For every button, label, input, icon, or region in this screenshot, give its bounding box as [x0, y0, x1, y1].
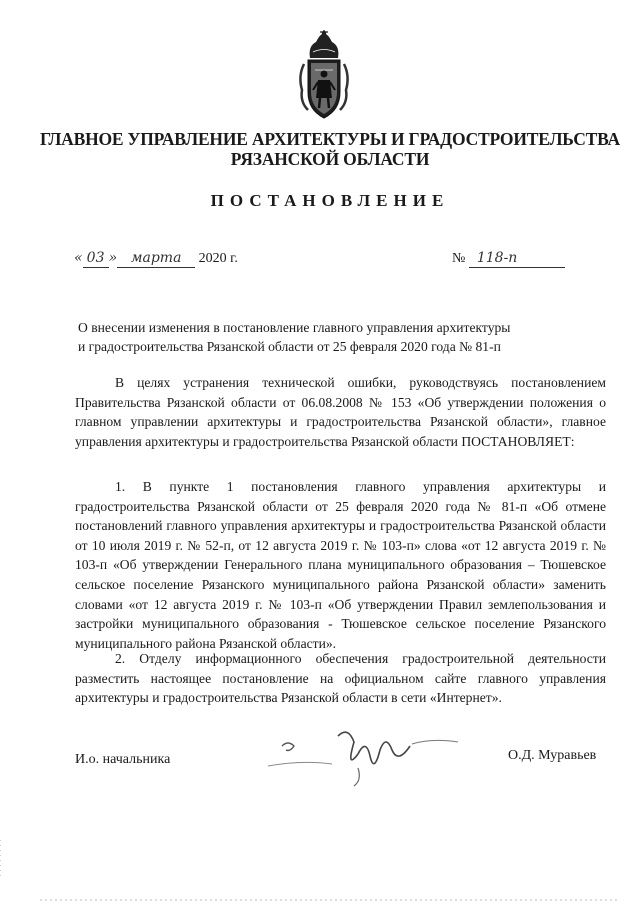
subject-line1: О внесении изменения в постановление главного управления архитектуры [78, 320, 511, 335]
date-open-quote: « [74, 250, 83, 266]
document-type-title: ПОСТАНОВЛЕНИЕ [210, 191, 450, 210]
date-month: марта [130, 250, 182, 266]
signatory-position: И.о. начальника [75, 752, 171, 767]
date-day: 03 [86, 250, 105, 266]
subject-line2: и градостроительства Рязанской области от 25 февраля 2020 года № 81-п [78, 339, 501, 354]
body-paragraph-item-2: 2. Отделу информационного обеспечения градостроительной деятельности разместить настоящее постановление на официальном сайте главного управления архитектуры и градостроительства Рязанской области в сети «Интернет». [75, 651, 606, 706]
number-label: № [452, 251, 466, 266]
signatory-name: О.Д. Муравьев [508, 748, 597, 763]
organization-name-line1: ГЛАВНОЕ УПРАВЛЕНИЕ АРХИТЕКТУРЫ И ГРАДОСТРОИТЕЛЬСТВА [40, 129, 620, 149]
date-close-quote: » [108, 250, 118, 266]
body-paragraph-item-1: 1. В пункте 1 постановления главного управления архитектуры и градостроительства Рязанской области от 25 февраля 2020 года № 81-п «Об отмене постановлений главного управления архитектуры и градостроительства Рязанской области от 10 июля 2019 г. № 52-п, от 12 августа 2019 г. № 103-п» слова «от 12 августа 2019 г. № 103-п «Об утверждении Генерального плана муниципального образования – Тюшевское сельское поселение Рязанского муниципального района Рязанской области» заменить словами «от 12 августа 2019 г. № 103-п «Об утверждении Правил землепользования и застройки муниципального образования - Тюшевское сельское поселение Рязанского муниципального района Рязанской области». [75, 479, 606, 651]
organization-name-line2: РЯЗАНСКОЙ ОБЛАСТИ [230, 149, 430, 169]
number-value: 118-п [476, 250, 518, 266]
date-year: 2020 г. [198, 251, 238, 266]
body-paragraph-preamble: В целях устранения технической ошибки, руководствуясь постановлением Правительства Рязанской области от 06.08.2008 № 153 «Об утверждении положения о главном управлении архитектуры и градостроительства Рязанской области», главное управления архитектуры и градостроительства Рязанской области ПОСТАНОВЛЯЕТ: [75, 375, 606, 449]
